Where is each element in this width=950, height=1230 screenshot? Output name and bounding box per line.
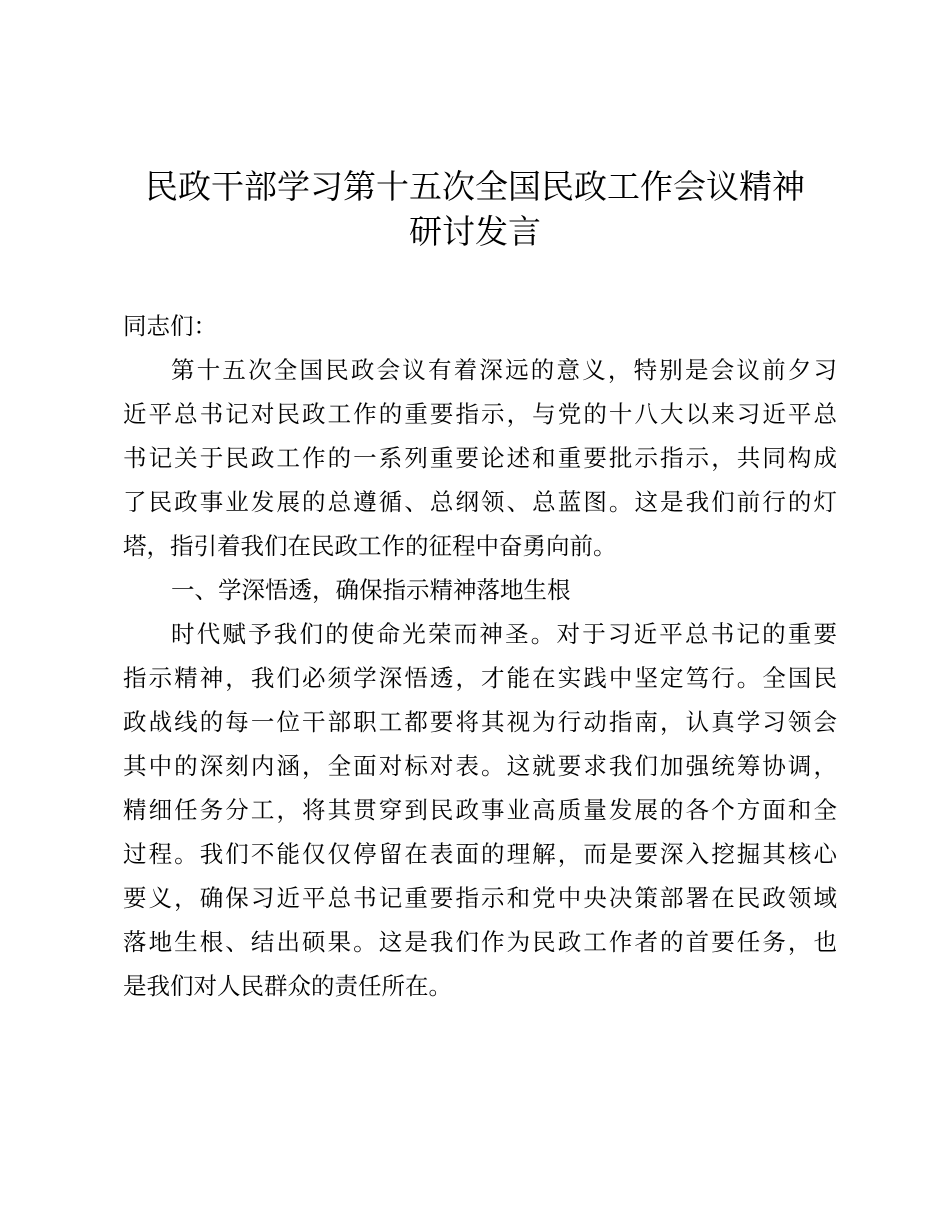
paragraph-2-line-1: 时代赋予我们的使命光荣而神圣。对于习近平总书记的重要 <box>171 620 837 648</box>
salutation: 同志们： <box>123 312 217 340</box>
paragraph-2-line-4: 其中的深刻内涵，全面对标对表。这就要求我们加强统筹协调， <box>123 752 837 780</box>
paragraph-2-line-8: 落地生根、结出硕果。这是我们作为民政工作者的首要任务，也 <box>123 928 837 956</box>
paragraph-2-line-5: 精细任务分工，将其贯穿到民政事业高质量发展的各个方面和全 <box>123 796 837 824</box>
paragraph-1-line-1: 第十五次全国民政会议有着深远的意义，特别是会议前夕习 <box>171 356 837 384</box>
document-title-line-1: 民政干部学习第十五次全国民政工作会议精神 <box>145 167 805 206</box>
document-body <box>123 304 837 1008</box>
paragraph-2-line-7: 要义，确保习近平总书记重要指示和党中央决策部署在民政领域 <box>123 884 837 912</box>
paragraph-1-line-5: 塔，指引着我们在民政工作的征程中奋勇向前。 <box>123 532 617 560</box>
paragraph-2-line-6: 过程。我们不能仅仅停留在表面的理解，而是要深入挖掘其核心 <box>123 840 837 868</box>
paragraph-2-line-3: 政战线的每一位干部职工都要将其视为行动指南，认真学习领会 <box>123 708 837 736</box>
paragraph-1-line-2: 近平总书记对民政工作的重要指示，与党的十八大以来习近平总 <box>123 400 837 428</box>
paragraph-2-line-9: 是我们对人民群众的责任所在。 <box>123 972 452 1000</box>
paragraph-1-line-4: 了民政事业发展的总遵循、总纲领、总蓝图。这是我们前行的灯 <box>123 488 837 516</box>
document-title-line-2: 研讨发言 <box>409 212 541 251</box>
section-heading-1: 一、学深悟透，确保指示精神落地生根 <box>171 576 571 604</box>
paragraph-1-line-3: 书记关于民政工作的一系列重要论述和重要批示指示，共同构成 <box>123 444 837 472</box>
paragraph-2-line-2: 指示精神，我们必须学深悟透，才能在实践中坚定笃行。全国民 <box>123 664 837 692</box>
